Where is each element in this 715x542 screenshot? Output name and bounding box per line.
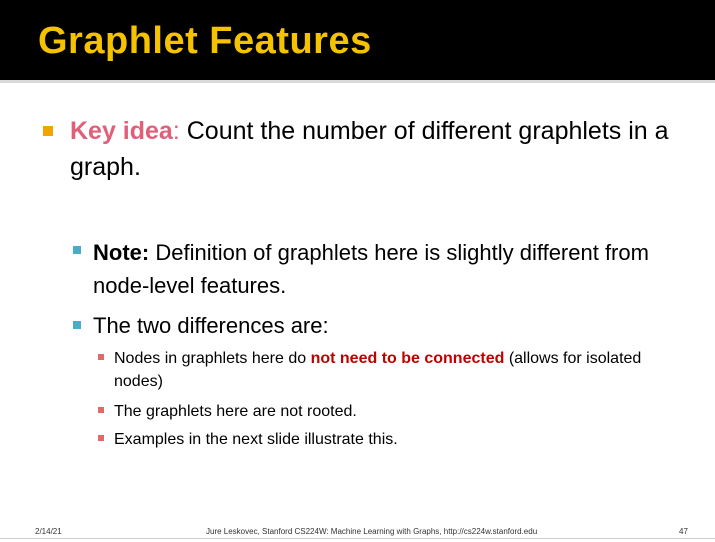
footer-page-number: 47 bbox=[679, 527, 688, 536]
sub-bullet-rooted: The graphlets here are not rooted. bbox=[114, 403, 357, 420]
key-idea-text: Count the number of different graphlets in a graph. bbox=[70, 117, 669, 181]
key-idea-colon: : bbox=[172, 117, 180, 145]
sub1-post: (allows for isolated nodes) bbox=[114, 350, 642, 390]
differences-bullet: The two differences are: bbox=[93, 313, 329, 338]
sub1-emphasis: not need to be connected bbox=[310, 350, 505, 367]
bottom-divider bbox=[0, 538, 715, 539]
slide-title: Graphlet Features bbox=[38, 20, 372, 62]
level1-bullet-icon bbox=[43, 126, 53, 136]
note-bullet bbox=[93, 236, 683, 302]
level3-bullet-icon bbox=[98, 354, 104, 360]
footer-credit: Jure Leskovec, Stanford CS224W: Machine Learning with Graphs, http://cs224w.stanford.edu bbox=[206, 527, 538, 536]
note-label: Note: bbox=[93, 240, 150, 265]
level3-bullet-icon bbox=[98, 407, 104, 413]
title-bar bbox=[0, 0, 715, 80]
footer-date: 2/14/21 bbox=[35, 527, 62, 536]
sub-bullet-connected bbox=[114, 347, 694, 393]
key-idea-bullet bbox=[70, 113, 680, 185]
title-divider bbox=[0, 80, 715, 83]
level3-bullet-icon bbox=[98, 435, 104, 441]
sub-bullet-examples: Examples in the next slide illustrate this. bbox=[114, 431, 398, 448]
level2-bullet-icon bbox=[73, 321, 81, 329]
key-idea-label: Key idea bbox=[70, 117, 173, 145]
sub1-pre: Nodes in graphlets here do bbox=[114, 350, 311, 367]
note-text: Definition of graphlets here is slightly different from node-level features. bbox=[93, 240, 649, 298]
level2-bullet-icon bbox=[73, 246, 81, 254]
